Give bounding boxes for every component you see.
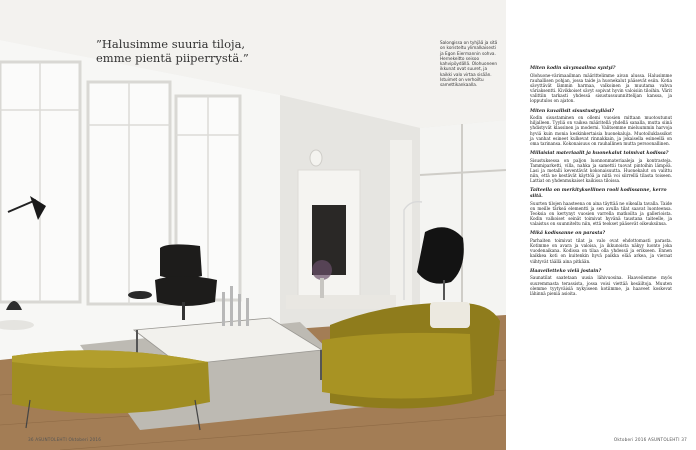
qa-block [530,269,672,296]
folio-right: Oktoberi 2016 ASUNTOLEHTI 37 [613,437,687,442]
qa-block [530,151,672,183]
qa-block [530,188,672,226]
folio-left: 36 ASUNTOLEHTI Oktoberi 2016 [28,437,102,442]
question: Taiteella on merkityksellinen rooli kodissanne, kerro siitä. [530,188,667,200]
qa-block [530,109,672,147]
question: Miten kodin sävymaailma syntyi? [530,66,616,71]
question: Millaisiat materiaalit ja huonekalut toimivat kodissa? [530,151,669,157]
pull-quote: ”Halusimme suuria tiloja, emme pientä piiperrystä.” [96,37,249,65]
answer: Olohuone-värimaailman määrittelimme aivan alussa. Halusimme rauhallisen pohjan, jossa taide ja huonekalut pääsevät esiin. Kotia sävyttävät lämmin harmaa, valkoinen ja muutama vahva väriaksentti. Kivikkoiset sävyt sopivat hyvin valoisiin tiloihin. Värit valittiin tarkasti yhdessä sisustussuunnittelijan kanssa, ja lopputulos on ajaton. [530,72,672,104]
interview-column [530,66,672,301]
question: Mikä kodissanne on parasta? [530,231,606,237]
answer: Sisustuksessa on paljon luonnonmateriaaleja ja kontrasteja. Tammiparketti, villa, nahka ja samettii tuovat pintoihin lämpöä. Lasi ja metalli keventävät kokonaisuutta. Huonekalut on valittu niin, että ne kestävät käyttöä ja niitä voi siirrellä tilasta toiseen. Lattiat on yhdenmukaiset kaikissa tiloissa. [530,157,672,184]
qa-block [530,231,672,263]
question: Haaveiletteko vielä jostain? [530,268,602,274]
answer: Kodin sisustaminen on ollemi vuosien mittaan muotoutunut hiljalleen. Tyyliä on vaikea määritellä yhdellä sanalla, mutta siinä yhdistyvät klassinen ja moderni. Valitsemme mieluummin harvoja hyviä kuin monia keskinkertaisia huonekaluja. Muotoiluklassikot ja vanhat esineet kulkevat rinnakkain, ja jokaisella esineellä on oma tarinansa. Kokonaisuus on rauhallinen mutta persoonallinen. [530,115,672,146]
answer: Saunatilat saatetaan uusia lähivuosina. Haaveilemme myös suuremmasta terassista, jossa voisi viettää kesäiltoja. Muuten olemme tyytyväisiä nykyiseen kotiimme, ja haaveet koskevat lähinnä pieniä asioita. [530,275,672,296]
answer: Suurten tilojen haasteena on aina täyttää ne oikealla tavalla. Taide on meille tärkeä elementti ja sen avulla tilat saavat luonteensa. Teoksia on kertynyt vuosien varrella matkoilta ja gallerioista. Kodin valkoiset seinät toimivat hyvänä taustana taiteelle, ja valaistus on suunniteltu niin, että teokset pääsevät oikeuksiinsa. [530,200,673,227]
photo-caption: Salongissa on tyhjää ja sitä on koristeltu ylimalkaisesti ja Egon Eiermannin sohva. Hernekeitto seisoo kahvipöydällä. Olohuoneen ikkunat ovat suuret, ja kaikki valo virtaa sisään. Istuimet on verhoiltu samettikankaalla. [440,40,498,88]
question: Miten kuvailisit sisustustyyliäsi? [530,108,615,114]
answer: Parhaiten toimivat tilat ja valo ovat ehdottomasti parasta. Kotimme on avara ja valoisa, ja ikkunoista näkyy luonto joka vuodenaikana. Kodissa on tilaa olla yhdessä ja erikseen. Ennen kaikkea koti on kuitenkin hyvä paikka elää arkea, ja vieraat viihtyvät täällä aina pitkään. [530,238,672,264]
qa-block [530,66,672,104]
